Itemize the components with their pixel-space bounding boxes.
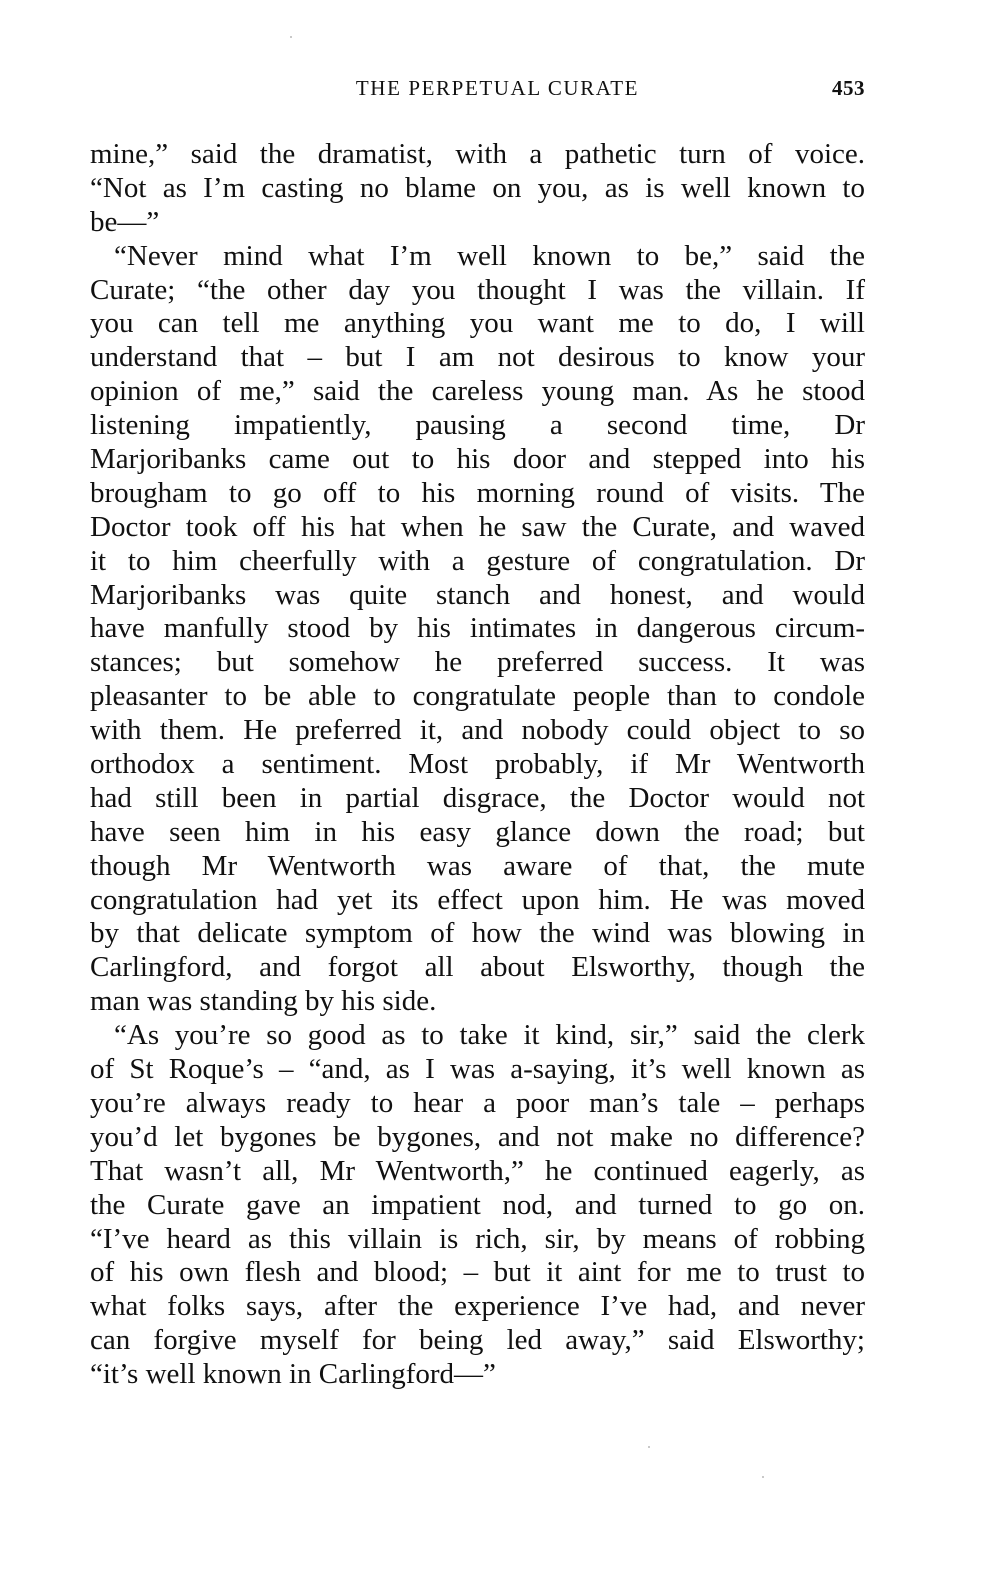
text-line: “it’s well known in Carlingford—” <box>90 1358 496 1391</box>
text-line: congratulation had yet its effect upon him. He was moved <box>90 883 865 916</box>
text-line: Marjoribanks came out to his door and stepped into his <box>90 443 865 476</box>
text-line: Carlingford, and forgot all about Elsworthy, though the <box>90 951 865 984</box>
text-line: Doctor took off his hat when he saw the Curate, and waved <box>90 510 865 543</box>
scan-speck <box>290 36 292 38</box>
text-line: what folks says, after the experience I’ve had, and never <box>90 1290 865 1323</box>
text-line: “As you’re so good as to take it kind, sir,” said the clerk <box>114 1019 865 1052</box>
text-line: though Mr Wentworth was aware of that, the mute <box>90 849 865 882</box>
text-line: orthodox a sentiment. Most probably, if Mr Wentworth <box>90 748 865 781</box>
text-line: it to him cheerfully with a gesture of congratulation. Dr <box>90 544 865 577</box>
text-line: of St Roque’s – “and, as I was a-saying, it’s well known as <box>90 1053 865 1086</box>
text-line: you’d let bygones be bygones, and not make no difference? <box>90 1120 865 1153</box>
text-line: can forgive myself for being led away,” said Elsworthy; <box>90 1324 865 1357</box>
text-line: mine,” said the dramatist, with a pathetic turn of voice. <box>90 138 865 170</box>
text-line: opinion of me,” said the careless young man. As he stood <box>90 375 865 408</box>
text-line: stances; but somehow he preferred success. It was <box>90 646 865 679</box>
text-line: brougham to go off to his morning round of visits. The <box>90 476 865 509</box>
scan-speck <box>648 1446 650 1448</box>
page-header <box>90 76 865 106</box>
text-line: “Never mind what I’m well known to be,” said the <box>114 239 865 272</box>
text-line: have seen him in his easy glance down the road; but <box>90 815 865 848</box>
text-line: “I’ve heard as this villain is rich, sir, by means of robbing <box>90 1222 865 1255</box>
text-line: “Not as I’m casting no blame on you, as is well known to <box>90 171 865 204</box>
body-text <box>90 138 865 1392</box>
text-line: man was standing by his side. <box>90 985 437 1018</box>
text-line: Curate; “the other day you thought I was the villain. If <box>90 273 865 306</box>
text-line: you’re always ready to hear a poor man’s tale – perhaps <box>90 1086 865 1119</box>
scan-speck <box>762 1476 764 1478</box>
text-line: understand that – but I am not desirous to know your <box>90 341 865 374</box>
text-line: of his own flesh and blood; – but it aint for me to trust to <box>90 1256 865 1289</box>
text-line: Marjoribanks was quite stanch and honest, and would <box>90 578 865 611</box>
text-line: listening impatiently, pausing a second time, Dr <box>90 409 865 442</box>
page-number: 453 <box>832 76 865 100</box>
text-line: That wasn’t all, Mr Wentworth,” he continued eagerly, as <box>90 1154 865 1187</box>
text-line: with them. He preferred it, and nobody could object to so <box>90 714 865 747</box>
text-line: by that delicate symptom of how the wind was blowing in <box>90 917 865 950</box>
text-line: pleasanter to be able to congratulate people than to condole <box>90 680 865 713</box>
text-line: had still been in partial disgrace, the Doctor would not <box>90 781 865 814</box>
running-title: THE PERPETUAL CURATE <box>355 76 640 100</box>
text-line: the Curate gave an impatient nod, and turned to go on. <box>90 1188 865 1221</box>
text-line: be—” <box>90 205 160 238</box>
text-line: you can tell me anything you want me to do, I will <box>90 307 865 340</box>
text-line: have manfully stood by his intimates in dangerous circum- <box>90 612 865 645</box>
